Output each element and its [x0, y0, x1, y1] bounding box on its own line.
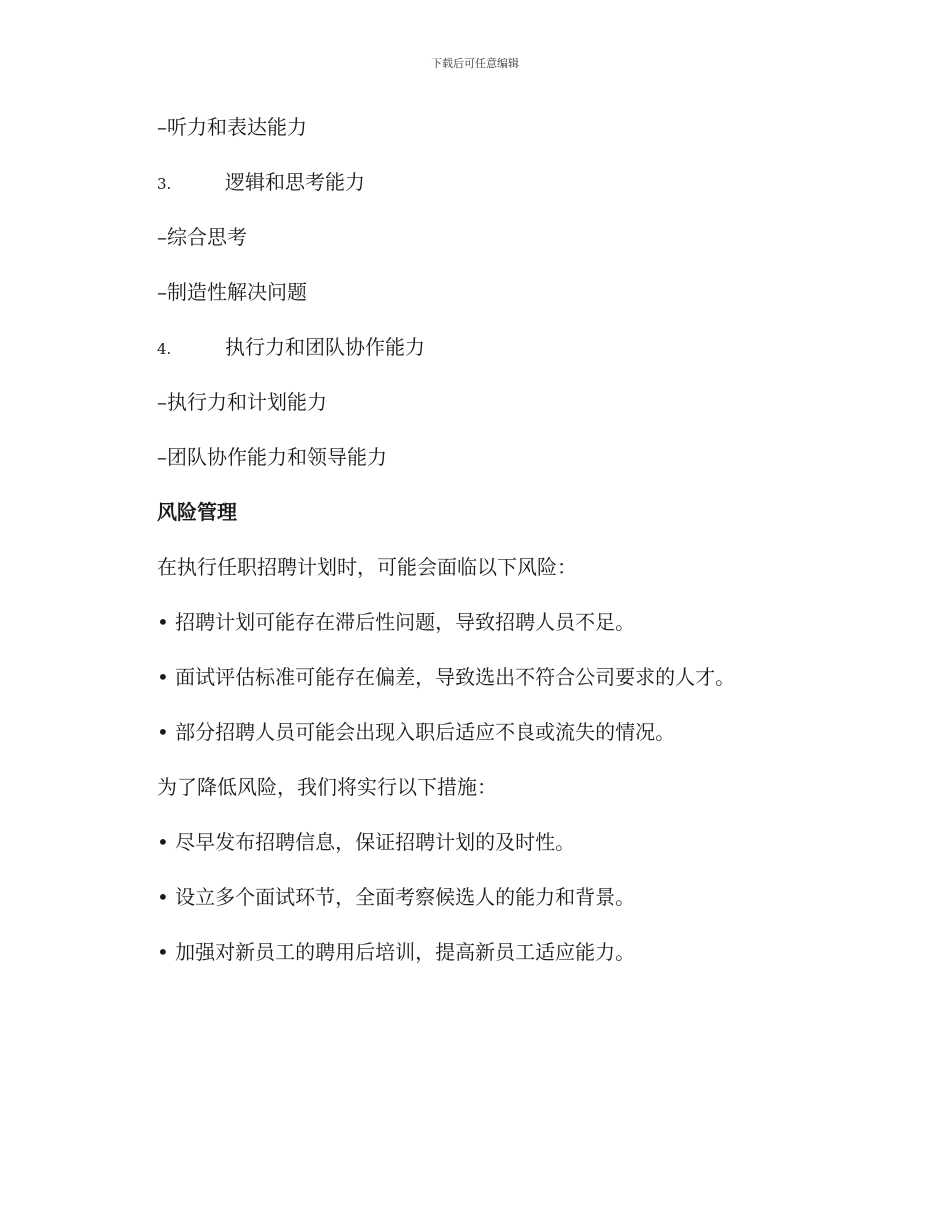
measure-bullet: • 设立多个面试环节，全面考察候选人的能力和背景。	[157, 885, 636, 909]
list-item: –团队协作能力和领导能力	[157, 445, 387, 469]
risk-bullet: • 面试评估标准可能存在偏差，导致选出不符合公司要求的人才。	[157, 665, 736, 689]
risk-bullet: • 部分招聘人员可能会出现入职后适应不良或流失的情况。	[157, 720, 676, 744]
list-item: –综合思考	[157, 225, 247, 249]
item-text: 逻辑和思考能力	[225, 170, 365, 194]
list-item: –听力和表达能力	[157, 115, 307, 139]
numbered-item	[157, 332, 837, 387]
measure-bullet: • 尽早发布招聘信息，保证招聘计划的及时性。	[157, 830, 576, 854]
paragraph: 在执行任职招聘计划时，可能会面临以下风险：	[157, 555, 577, 579]
item-text: 执行力和团队协作能力	[225, 335, 425, 359]
item-number: 3.	[157, 175, 172, 193]
section-heading: 风险管理	[157, 500, 237, 524]
document-body	[157, 112, 837, 992]
item-number: 4.	[157, 340, 172, 358]
numbered-item	[157, 167, 837, 222]
list-item: –执行力和计划能力	[157, 390, 327, 414]
page-header-note: 下载后可任意编辑	[431, 57, 519, 70]
measure-bullet: • 加强对新员工的聘用后培训，提高新员工适应能力。	[157, 940, 636, 964]
list-item: –制造性解决问题	[157, 280, 307, 304]
paragraph: 为了降低风险，我们将实行以下措施：	[157, 775, 497, 799]
risk-bullet: • 招聘计划可能存在滞后性问题，导致招聘人员不足。	[157, 610, 636, 634]
